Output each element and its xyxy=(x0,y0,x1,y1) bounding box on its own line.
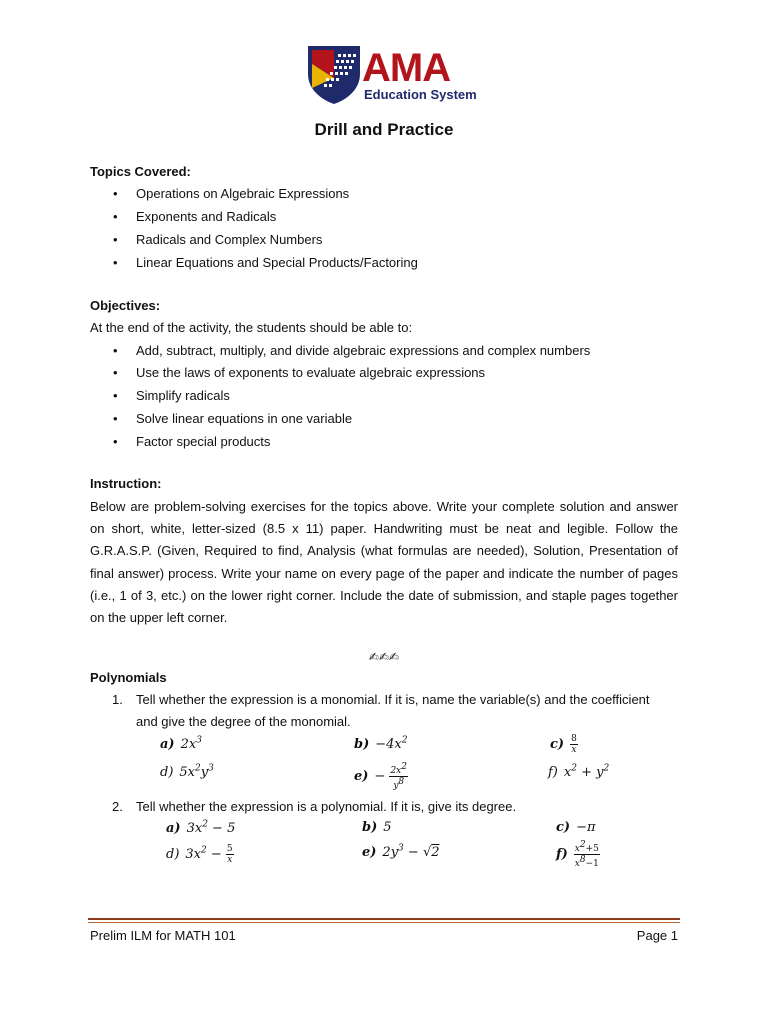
objective-item: Factor special products xyxy=(136,434,271,449)
item-label: d) xyxy=(160,765,174,781)
q2-item-e: e) $2y^3 - √2$ xyxy=(362,844,440,861)
bullet-icon: • xyxy=(113,365,118,380)
item-label: e) xyxy=(354,769,369,784)
question-number: 2. xyxy=(112,799,123,814)
instruction-heading: Instruction: xyxy=(90,476,162,491)
q1-item-a: a) $2x^3$ xyxy=(160,736,202,753)
bullet-icon: • xyxy=(113,209,118,224)
objective-item: Solve linear equations in one variable xyxy=(136,411,353,426)
topic-item: Operations on Algebraic Expressions xyxy=(136,186,350,201)
question-text-cont: and give the degree of the monomial. xyxy=(136,714,351,729)
q2-item-f: f) $\frac{x^2+5}{x^8-1}$ xyxy=(556,840,599,869)
item-label: c) xyxy=(556,820,571,835)
q1-item-e: e) − $\frac{2x^2}{y^8}$ xyxy=(354,762,407,791)
objective-item: Add, subtract, multiply, and divide algebraic expressions and complex numbers xyxy=(136,343,591,358)
ama-logo xyxy=(306,44,477,106)
polynomials-heading: Polynomials xyxy=(90,670,167,685)
shield-icon xyxy=(306,44,362,106)
instruction-body: Below are problem-solving exercises for the topics above. Write your complete solution and answer on short, white, letter-sized (8.5 x 11) paper. Handwriting must be neat and legible. Follow the G.R.A.S.P. (Given, Required to find, Analysis (what formulas are needed), Solution, Presentation of final answer) process. Write your name on every page of the paper and indicate the number of pages (i.e., 1 of 3, etc.) on the lower right corner. Include the date of submission, and staple pages together on the upper left corner. xyxy=(90,499,678,626)
item-label: b) xyxy=(354,737,370,753)
q1-item-c: c) $\frac{8}{x}$ xyxy=(550,734,577,755)
question-text: Tell whether the expression is a monomial. If it is, name the variable(s) and the coefficient xyxy=(136,692,650,707)
page-title: Drill and Practice xyxy=(314,120,454,139)
item-label: f) xyxy=(548,765,558,781)
footer-page-number: Page 1 xyxy=(636,928,678,943)
objectives-heading: Objectives: xyxy=(90,298,161,313)
item-label: f) xyxy=(556,847,568,862)
q1-item-f: f) $x^2 + y^2$ xyxy=(548,764,610,781)
topic-item: Exponents and Radicals xyxy=(136,209,277,224)
item-label: a) xyxy=(166,821,181,837)
item-label: b) xyxy=(362,820,378,835)
objective-item: Simplify radicals xyxy=(136,388,230,403)
footer-divider xyxy=(88,918,680,920)
bullet-icon: • xyxy=(113,255,118,270)
bullet-icon: • xyxy=(113,434,118,449)
bullet-icon: • xyxy=(113,232,118,247)
q1-item-d: d) $5x^2y^3$ xyxy=(160,764,214,781)
q2-item-a: a) $3x^2 - 5$ xyxy=(166,820,236,837)
objectives-intro: At the end of the activity, the students should be able to: xyxy=(90,320,413,335)
q2-item-b: b) 5 xyxy=(362,820,392,835)
bullet-icon: • xyxy=(113,343,118,358)
topics-heading: Topics Covered: xyxy=(90,164,191,179)
item-label: a) xyxy=(160,737,175,753)
logo-brand: AMA xyxy=(362,46,451,90)
question-number: 1. xyxy=(112,692,123,707)
q2-item-d: d) $3x^2$ − $\frac{5}{x}$ xyxy=(166,844,233,865)
objective-item: Use the laws of exponents to evaluate algebraic expressions xyxy=(136,365,486,380)
footer-divider xyxy=(88,922,680,923)
question-text: Tell whether the expression is a polynomial. If it is, give its degree. xyxy=(136,799,517,814)
bullet-icon: • xyxy=(113,186,118,201)
logo-subtitle: Education System xyxy=(364,87,477,102)
topic-item: Radicals and Complex Numbers xyxy=(136,232,323,247)
topic-item: Linear Equations and Special Products/Factoring xyxy=(136,255,418,270)
bullet-icon: • xyxy=(113,411,118,426)
item-label: e) xyxy=(362,845,377,861)
bullet-icon: • xyxy=(113,388,118,403)
footer-course: Prelim ILM for MATH 101 xyxy=(90,928,236,943)
q1-item-b: $b) -4x^2$ xyxy=(354,736,408,753)
item-label: d) xyxy=(166,847,180,862)
item-label: c) xyxy=(550,737,565,752)
q2-item-c: c) −π xyxy=(556,820,596,835)
ornament-divider: ✍✍✍ xyxy=(368,650,400,664)
